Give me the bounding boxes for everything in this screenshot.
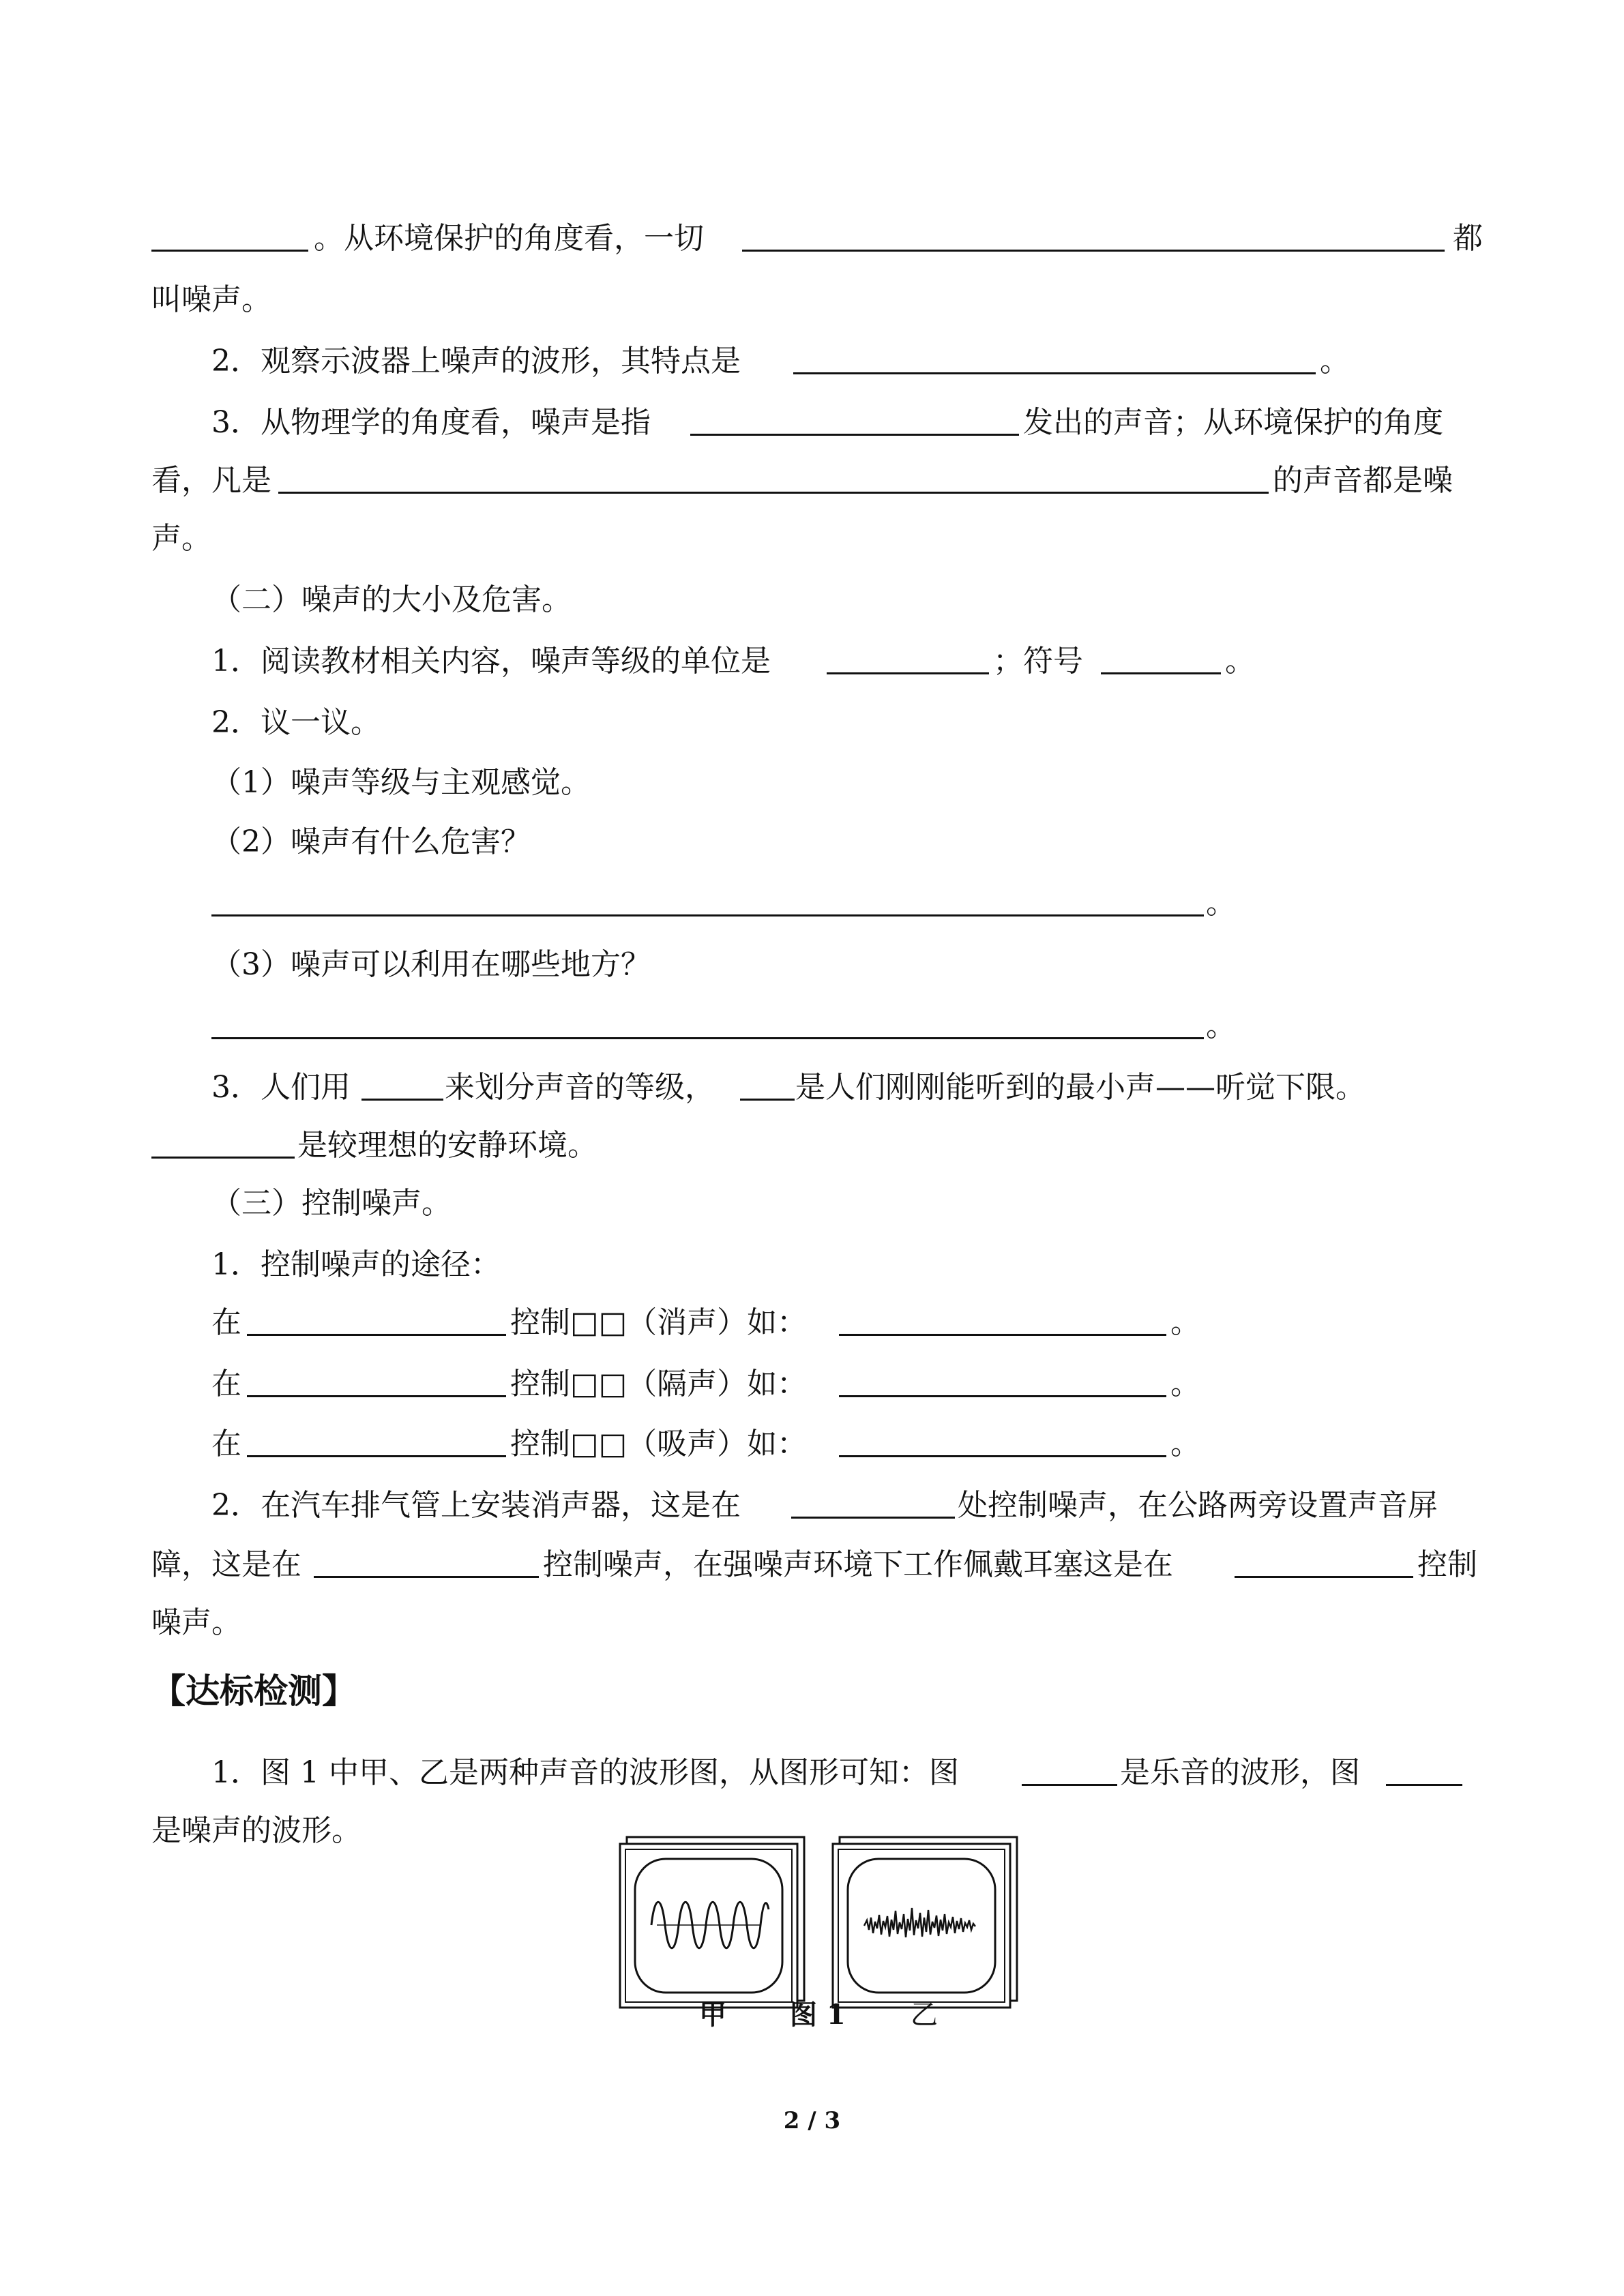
answer-blank[interactable] — [211, 914, 1204, 916]
question-text: 3．从物理学的角度看，噪声是指 — [211, 405, 651, 440]
text-fragment: 是噪声的波形。 — [151, 1813, 361, 1848]
text-line — [0, 273, 1624, 327]
text-line — [0, 511, 1624, 566]
text-fragment: 叫噪声。 — [151, 282, 271, 317]
answer-blank[interactable] — [827, 672, 989, 674]
question-line — [0, 396, 1624, 450]
monitor-right — [833, 1837, 1017, 2008]
sub-question-line: （1）噪声等级与主观感觉。 — [211, 765, 591, 800]
page-number: 2 / 3 — [783, 2107, 841, 2134]
section-heading: 【达标检测】 — [151, 1671, 356, 1711]
question-text: 1．图 1 中甲、乙是两种声音的波形图，从图形可知：图 — [211, 1755, 959, 1790]
answer-blank[interactable] — [211, 1037, 1204, 1039]
answer-blank[interactable] — [839, 1455, 1166, 1457]
text-fragment: 。 — [1320, 344, 1350, 378]
text-fragment: ；符号 — [993, 644, 1083, 679]
control-row: 在 控制□□（隔声）如： 。 — [211, 1367, 1200, 1401]
question-line — [0, 1238, 1624, 1292]
answer-blank[interactable] — [314, 1576, 539, 1578]
text-fragment: 障，这是在 — [151, 1547, 301, 1582]
answer-blank[interactable] — [690, 434, 1019, 436]
text-line — [0, 1596, 1624, 1650]
question-text: 2．议一议。 — [211, 705, 381, 740]
answer-line — [0, 876, 1624, 931]
sub-question-line: （2）噪声有什么危害？ — [211, 824, 531, 859]
question-text: 2．观察示波器上噪声的波形，其特点是 — [211, 344, 741, 378]
control-row: 在 控制□□（消声）如： 。 — [211, 1305, 1200, 1340]
sub-question-line: （3）噪声可以利用在哪些地方？ — [211, 947, 651, 982]
text-fragment: 。 — [1206, 1009, 1236, 1043]
text-fragment: 来划分声音的等级， — [445, 1070, 715, 1105]
question-line — [0, 1746, 1624, 1800]
monitor-left — [620, 1837, 804, 2008]
answer-blank[interactable] — [793, 372, 1316, 374]
text-fragment: 都 — [1453, 221, 1483, 256]
section-title: （三）控制噪声。 — [211, 1186, 452, 1221]
text-fragment: 是人们刚刚能听到的最小声——听觉下限。 — [795, 1070, 1365, 1105]
answer-blank[interactable] — [278, 492, 1269, 494]
control-row: 在 控制□□（吸声）如： 。 — [211, 1427, 1200, 1461]
question-text: 1．阅读教材相关内容，噪声等级的单位是 — [211, 644, 771, 679]
text-fragment: 。从环境保护的角度看，一切 — [314, 221, 704, 256]
text-fragment: 控制 — [1417, 1547, 1477, 1582]
text-fragment: 处控制噪声，在公路两旁设置声音屏 — [958, 1488, 1438, 1523]
answer-blank[interactable] — [151, 1157, 295, 1159]
text-fragment: 发出的声音；从环境保护的角度 — [1023, 405, 1443, 440]
question-line — [0, 634, 1624, 689]
text-line — [0, 1538, 1624, 1592]
answer-blank[interactable] — [247, 1395, 506, 1397]
question-line — [0, 696, 1624, 750]
answer-blank[interactable] — [151, 250, 308, 252]
question-line — [0, 334, 1624, 389]
text-fragment: 是乐音的波形，图 — [1120, 1755, 1360, 1790]
text-fragment: 。 — [1206, 886, 1236, 921]
answer-blank[interactable] — [1386, 1784, 1462, 1786]
text-fragment: 声。 — [151, 521, 211, 556]
answer-blank[interactable] — [247, 1334, 506, 1336]
text-fragment: 。 — [1225, 644, 1255, 679]
text-fragment: 是较理想的安静环境。 — [297, 1128, 597, 1163]
answer-line — [0, 999, 1624, 1054]
figure-caption: 图 1 — [790, 1999, 846, 2031]
text-fragment: 控制噪声，在强噪声环境下工作佩戴耳塞这是在 — [543, 1547, 1173, 1582]
answer-blank[interactable] — [839, 1334, 1166, 1336]
answer-blank[interactable] — [1235, 1576, 1413, 1578]
text-line — [0, 211, 1624, 266]
figure-label-left: 甲 — [699, 1999, 726, 2031]
question-text: 3．人们用 — [211, 1070, 351, 1105]
answer-blank[interactable] — [839, 1395, 1166, 1397]
text-fragment: 看，凡是 — [151, 463, 271, 498]
text-line — [0, 453, 1624, 508]
question-line — [0, 1478, 1624, 1533]
section-title: （二）噪声的大小及危害。 — [211, 582, 572, 617]
answer-blank[interactable] — [247, 1455, 506, 1457]
answer-blank[interactable] — [1022, 1784, 1117, 1786]
answer-blank[interactable] — [791, 1517, 955, 1519]
answer-blank[interactable] — [742, 250, 1445, 252]
question-text: 2．在汽车排气管上安装消声器，这是在 — [211, 1488, 741, 1523]
answer-blank[interactable] — [1101, 672, 1221, 674]
answer-blank[interactable] — [361, 1099, 443, 1101]
question-text: 1．控制噪声的途径： — [211, 1247, 501, 1282]
answer-blank[interactable] — [740, 1099, 795, 1101]
text-line — [0, 1118, 1624, 1173]
figure-label-right: 乙 — [911, 1999, 938, 2031]
text-fragment: 噪声。 — [151, 1605, 241, 1640]
question-line — [0, 1060, 1624, 1115]
text-fragment: 的声音都是噪 — [1273, 463, 1453, 498]
